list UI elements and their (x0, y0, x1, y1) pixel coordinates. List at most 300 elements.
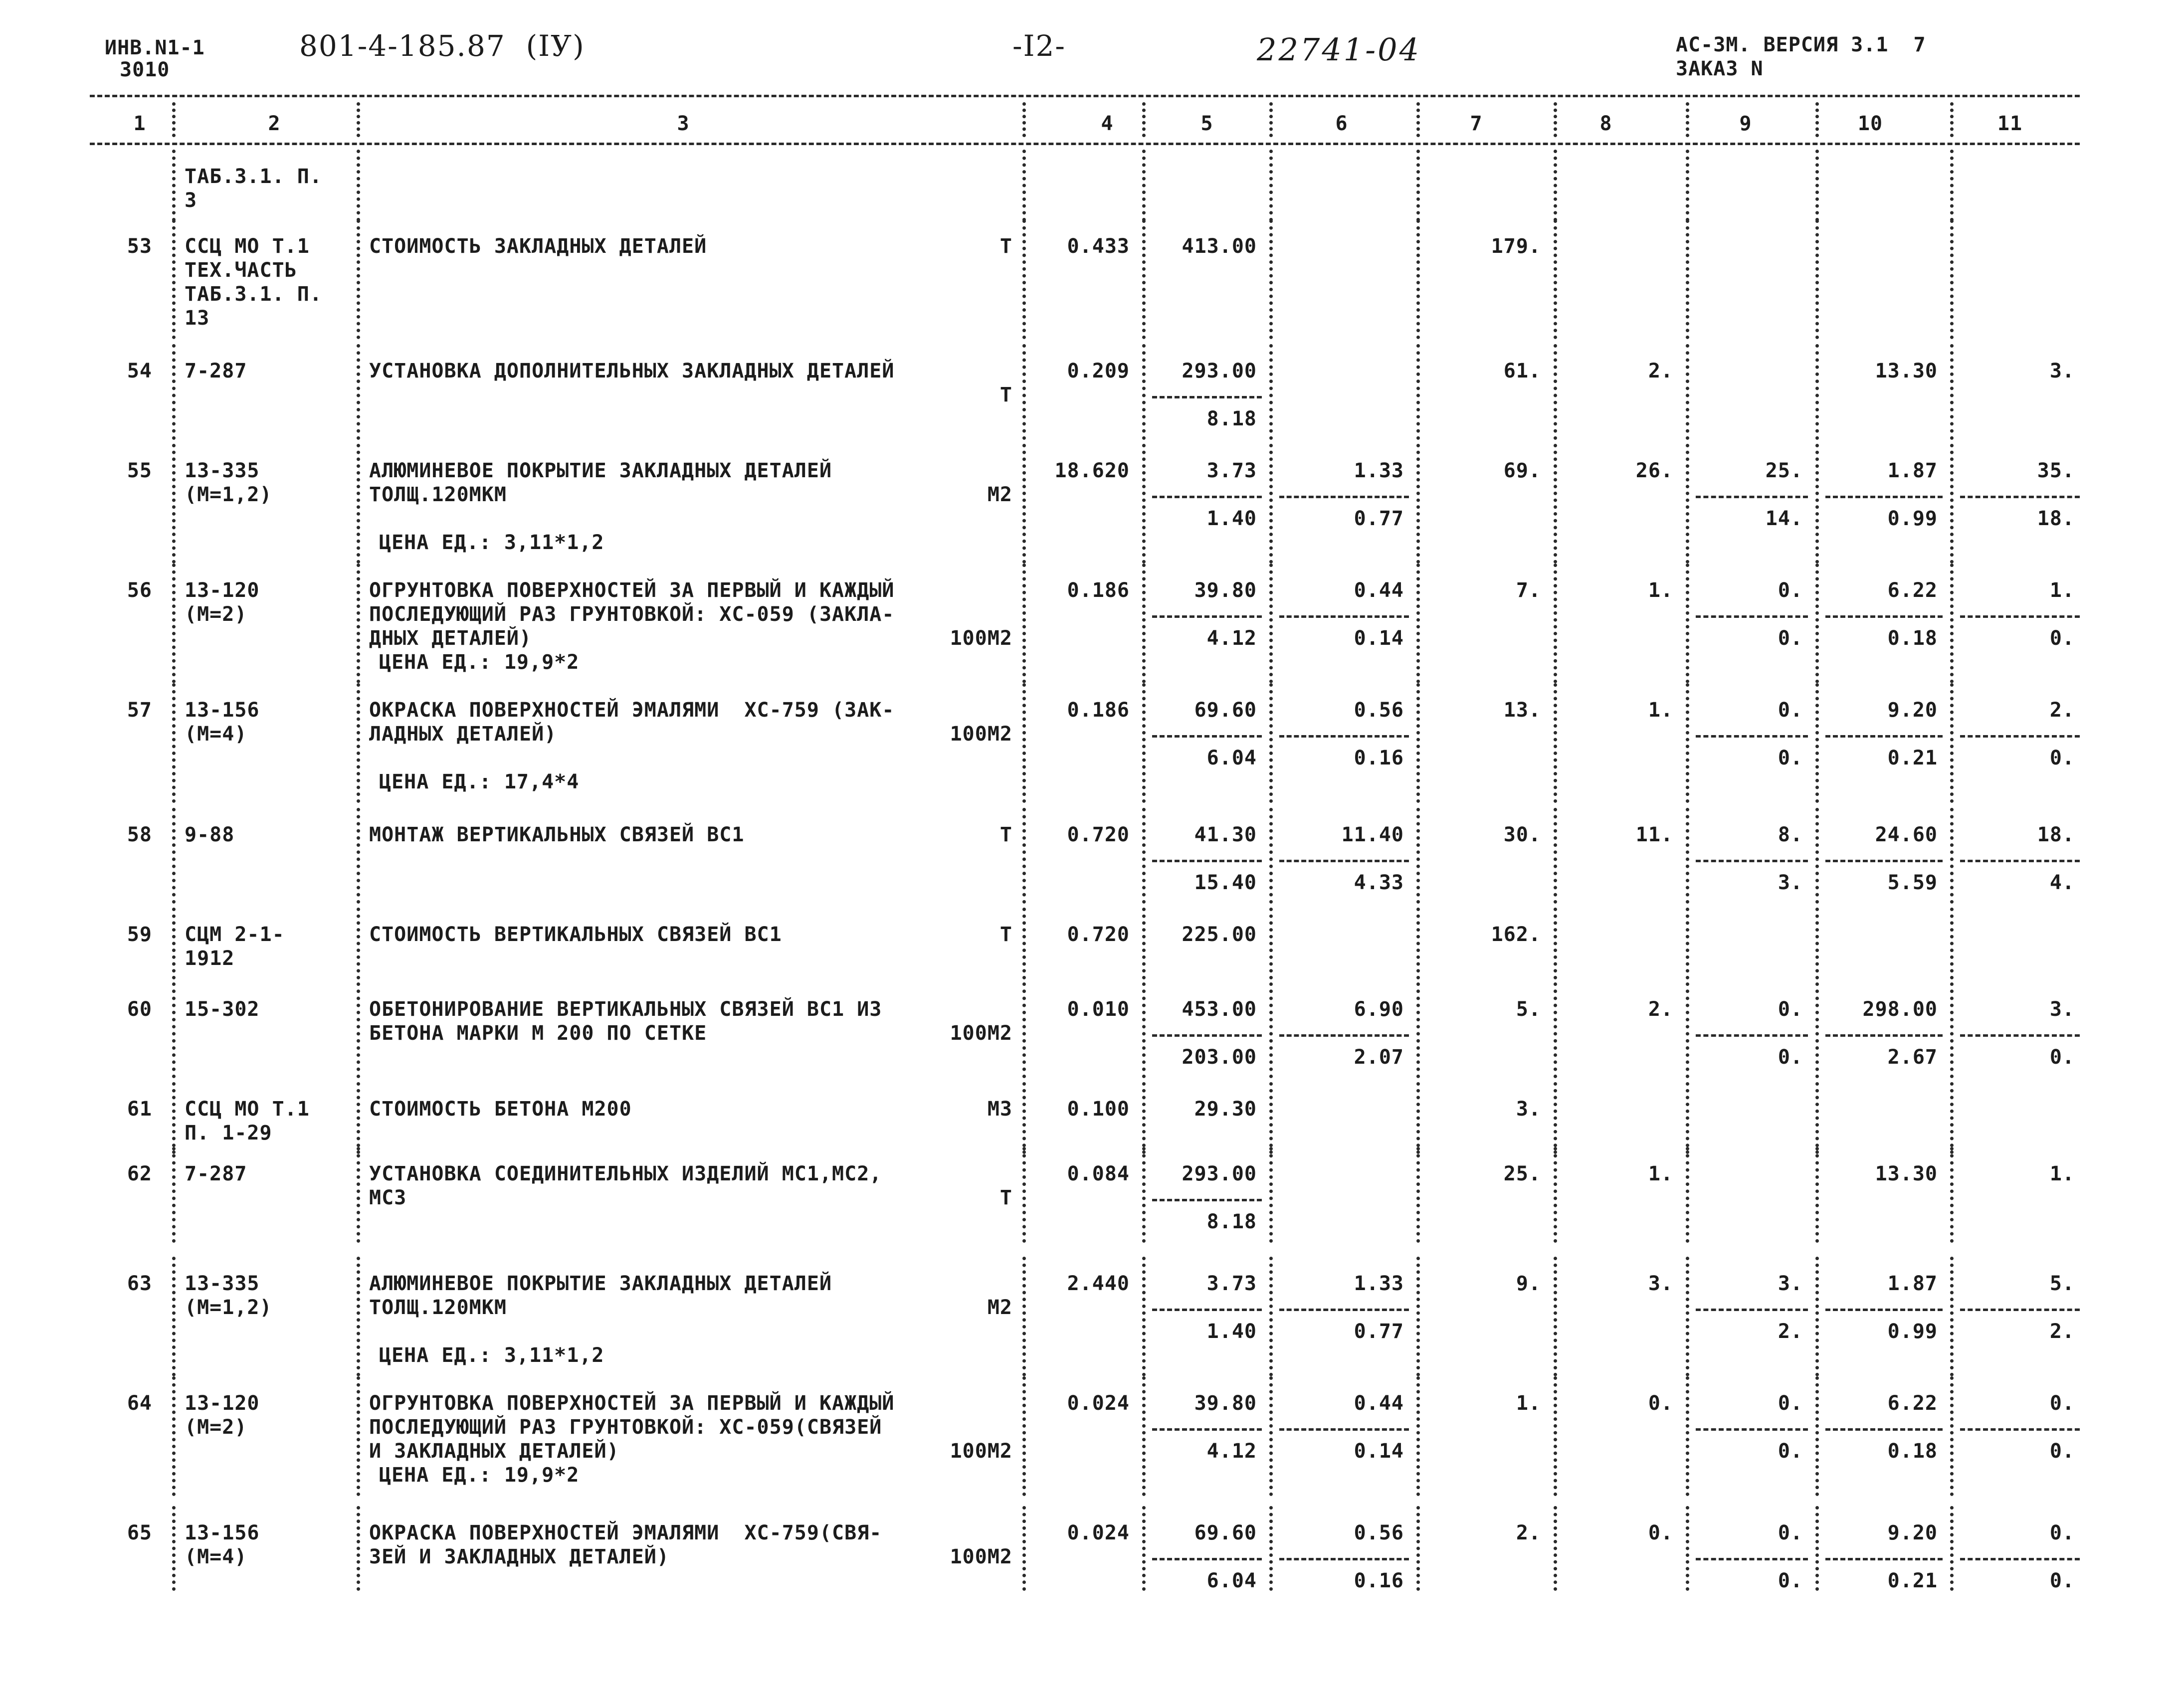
column-header-8: 8 (1599, 112, 1612, 135)
cell-c5: 413.00 (1182, 235, 1257, 258)
cell-c11b: 0. (2049, 1440, 2075, 1463)
row-separator (1686, 1147, 1689, 1243)
row-separator (357, 219, 360, 339)
cell-c5: 293.00 (1182, 360, 1257, 382)
cell-divider (1960, 496, 2080, 498)
row-separator (172, 444, 176, 564)
row-number: 55 (127, 459, 152, 482)
cell-divider (1960, 1309, 2080, 1311)
cell-c7: 162. (1491, 923, 1541, 946)
cell-c7: 2. (1516, 1521, 1541, 1544)
cell-c6: 0.56 (1354, 699, 1404, 722)
cell-c10b: 5.59 (1887, 871, 1938, 894)
row-separator (1686, 444, 1689, 564)
row-separator (1269, 564, 1273, 683)
row-separator (1554, 1082, 1557, 1154)
cell-c8: 1. (1648, 579, 1673, 602)
row-separator (1416, 808, 1420, 904)
unit-price: ЦЕНА ЕД.: 3,11*1,2 (379, 531, 604, 554)
cell-divider (1696, 860, 1808, 862)
row-separator (1269, 908, 1273, 979)
cell-c11b: 4. (2049, 871, 2075, 894)
cell-c11: 5. (2049, 1272, 2075, 1295)
cell-divider (1825, 1558, 1943, 1560)
cell-c6: 0.44 (1354, 1392, 1404, 1415)
cell-divider (1279, 860, 1409, 862)
cell-c6b: 0.14 (1354, 1440, 1404, 1463)
cell-c9: 0. (1778, 1521, 1803, 1544)
cell-c5: 39.80 (1194, 579, 1257, 602)
cell-divider (1279, 1309, 1409, 1311)
cell-c9: 25. (1765, 459, 1803, 482)
row-separator (1416, 1082, 1420, 1154)
cell-c7: 13. (1503, 699, 1541, 722)
cell-c4: 0.084 (1067, 1162, 1130, 1185)
row-unit: 100М2 (950, 723, 1012, 746)
row-code: П. 1-29 (185, 1122, 272, 1144)
cell-c5b: 4.12 (1206, 1440, 1257, 1463)
cell-c5: 69.60 (1194, 699, 1257, 722)
column-header-6: 6 (1335, 112, 1348, 135)
row-separator (1416, 683, 1420, 803)
cell-c11b: 18. (2037, 507, 2075, 530)
cell-c4: 0.024 (1067, 1392, 1130, 1415)
row-separator (1950, 150, 1954, 221)
cell-c5b: 8.18 (1206, 1210, 1257, 1233)
cell-c6b: 2.07 (1354, 1046, 1404, 1069)
row-description: БЕТОНА МАРКИ М 200 ПО СЕТКЕ (369, 1022, 707, 1045)
row-separator (1269, 150, 1273, 221)
cell-divider (1696, 1034, 1808, 1037)
cell-divider (1960, 860, 2080, 862)
row-separator (1142, 344, 1146, 440)
row-code: (М=1,2) (185, 1296, 272, 1319)
cell-divider (1825, 1428, 1943, 1431)
row-number: 58 (127, 823, 152, 846)
cell-c8: 1. (1648, 1162, 1673, 1185)
cell-c5b: 15.40 (1194, 871, 1257, 894)
row-code: 3 (185, 189, 198, 212)
row-number: 54 (127, 360, 152, 382)
row-separator (1950, 1257, 1954, 1376)
cell-c9b: 0. (1778, 627, 1803, 650)
row-description: ОБЕТОНИРОВАНИЕ ВЕРТИКАЛЬНЫХ СВЯЗЕЙ ВС1 ИЗ (369, 998, 882, 1021)
row-description: ТОЛЩ.120МКМ (369, 483, 507, 506)
cell-divider (1152, 735, 1262, 738)
row-separator (172, 683, 176, 803)
cell-c7: 25. (1503, 1162, 1541, 1185)
cell-divider (1696, 496, 1808, 498)
row-description: ПОСЛЕДУЮЩИЙ РАЗ ГРУНТОВКОЙ: ХС-059(СВЯЗЕЙ (369, 1416, 882, 1439)
row-separator (1815, 1376, 1819, 1496)
row-separator (1269, 1376, 1273, 1496)
row-separator (1554, 564, 1557, 683)
row-description: СТОИМОСТЬ ВЕРТИКАЛЬНЫХ СВЯЗЕЙ ВС1 (369, 923, 782, 946)
row-separator (1950, 808, 1954, 904)
row-separator (1022, 564, 1026, 683)
cell-c6: 1.33 (1354, 1272, 1404, 1295)
cell-c11: 3. (2049, 998, 2075, 1021)
row-separator (1142, 219, 1146, 339)
cell-c5: 69.60 (1194, 1521, 1257, 1544)
cell-c6: 6.90 (1354, 998, 1404, 1021)
row-unit: М3 (987, 1098, 1012, 1121)
column-header-11: 11 (1997, 112, 2023, 135)
row-separator (1022, 1376, 1026, 1496)
cell-c5: 39.80 (1194, 1392, 1257, 1415)
cell-c5: 293.00 (1182, 1162, 1257, 1185)
column-separator (1022, 102, 1026, 137)
cell-c5: 29.30 (1194, 1098, 1257, 1121)
cell-c4: 0.433 (1067, 235, 1130, 258)
row-separator (1142, 564, 1146, 683)
cell-c5: 3.73 (1206, 1272, 1257, 1295)
row-separator (357, 1257, 360, 1376)
row-separator (357, 683, 360, 803)
cell-c6b: 4.33 (1354, 871, 1404, 894)
cell-c10: 1.87 (1887, 1272, 1938, 1295)
row-separator (1815, 1506, 1819, 1591)
cell-divider (1825, 735, 1943, 738)
cell-c6: 1.33 (1354, 459, 1404, 482)
cell-c4: 2.440 (1067, 1272, 1130, 1295)
row-separator (1022, 1147, 1026, 1243)
cell-c6b: 0.14 (1354, 627, 1404, 650)
row-code: 7-287 (185, 1162, 247, 1185)
column-separator (357, 102, 360, 137)
row-number: 65 (127, 1521, 152, 1544)
cell-c10: 9.20 (1887, 1521, 1938, 1544)
cell-c8: 3. (1648, 1272, 1673, 1295)
row-separator (1416, 1376, 1420, 1496)
row-separator (1950, 982, 1954, 1078)
row-description: АЛЮМИНЕВОЕ ПОКРЫТИЕ ЗАКЛАДНЫХ ДЕТАЛЕЙ (369, 459, 832, 482)
cell-c10b: 0.18 (1887, 627, 1938, 650)
unit-price: ЦЕНА ЕД.: 3,11*1,2 (379, 1344, 604, 1367)
row-separator (1142, 908, 1146, 979)
row-unit: М2 (987, 1296, 1012, 1319)
row-separator (1815, 564, 1819, 683)
cell-c9b: 0. (1778, 1569, 1803, 1592)
row-separator (1142, 444, 1146, 564)
row-separator (1269, 808, 1273, 904)
row-separator (1815, 808, 1819, 904)
row-separator (1686, 1506, 1689, 1591)
row-separator (1269, 219, 1273, 339)
row-separator (1950, 444, 1954, 564)
row-code: 1912 (185, 947, 235, 970)
row-separator (172, 1147, 176, 1243)
row-separator (1142, 1082, 1146, 1154)
row-separator (357, 150, 360, 221)
cell-divider (1279, 615, 1409, 618)
cell-c7: 9. (1516, 1272, 1541, 1295)
row-unit: Т (999, 1186, 1012, 1209)
cell-c8: 0. (1648, 1392, 1673, 1415)
column-header-3: 3 (677, 112, 690, 135)
cell-divider (1825, 615, 1943, 618)
row-code: ССЦ МО Т.1 (185, 1098, 310, 1121)
cell-c11b: 0. (2049, 747, 2075, 769)
cell-c10b: 0.99 (1887, 1320, 1938, 1343)
cell-c9: 0. (1778, 1392, 1803, 1415)
row-separator (172, 219, 176, 339)
cell-c5b: 4.12 (1206, 627, 1257, 650)
row-separator (1022, 1506, 1026, 1591)
row-separator (1686, 982, 1689, 1078)
cell-c11b: 0. (2049, 627, 2075, 650)
row-separator (357, 1082, 360, 1154)
cell-divider (1279, 1034, 1409, 1037)
cell-divider (1152, 1309, 1262, 1311)
row-separator (1142, 808, 1146, 904)
row-separator (1269, 683, 1273, 803)
page-number: -I2- (1012, 29, 1066, 63)
row-description: УСТАНОВКА ДОПОЛНИТЕЛЬНЫХ ЗАКЛАДНЫХ ДЕТАЛЕЙ (369, 360, 895, 382)
row-unit: Т (999, 383, 1012, 406)
cell-c10b: 0.21 (1887, 1569, 1938, 1592)
cell-divider (1152, 1034, 1262, 1037)
cell-c9b: 3. (1778, 871, 1803, 894)
row-separator (1950, 1147, 1954, 1243)
row-separator (172, 564, 176, 683)
row-separator (1815, 344, 1819, 440)
row-separator (1815, 1082, 1819, 1154)
cell-divider (1825, 1309, 1943, 1311)
cell-c10: 9.20 (1887, 699, 1938, 722)
row-separator (1686, 908, 1689, 979)
cell-c9: 0. (1778, 699, 1803, 722)
cell-c11: 2. (2049, 699, 2075, 722)
row-code: (М=4) (185, 723, 247, 746)
row-separator (172, 1506, 176, 1591)
row-separator (1554, 444, 1557, 564)
row-code: 9-88 (185, 823, 235, 846)
row-separator (1022, 808, 1026, 904)
cell-divider (1152, 396, 1262, 398)
cell-c8: 2. (1648, 360, 1673, 382)
unit-price: ЦЕНА ЕД.: 19,9*2 (379, 1464, 580, 1487)
row-separator (1554, 150, 1557, 221)
row-separator (1815, 444, 1819, 564)
cell-c7: 179. (1491, 235, 1541, 258)
row-code: (М=1,2) (185, 483, 272, 506)
cell-c5: 3.73 (1206, 459, 1257, 482)
row-description: ЗЕЙ И ЗАКЛАДНЫХ ДЕТАЛЕЙ) (369, 1545, 669, 1568)
cell-divider (1960, 735, 2080, 738)
row-separator (1416, 908, 1420, 979)
cell-c4: 0.720 (1067, 823, 1130, 846)
row-separator (1950, 219, 1954, 339)
cell-c9: 0. (1778, 998, 1803, 1021)
cell-c7: 3. (1516, 1098, 1541, 1121)
row-separator (1022, 444, 1026, 564)
column-separator (1416, 102, 1420, 137)
cell-divider (1696, 1309, 1808, 1311)
cell-c5b: 6.04 (1206, 747, 1257, 769)
row-separator (357, 982, 360, 1078)
row-separator (1022, 344, 1026, 440)
program-version: АС-3М. ВЕРСИЯ 3.1 7 (1676, 33, 1926, 56)
column-header-4: 4 (1101, 112, 1114, 135)
row-separator (1022, 683, 1026, 803)
row-separator (1950, 1082, 1954, 1154)
row-separator (1554, 908, 1557, 979)
row-number: 62 (127, 1162, 152, 1185)
cell-divider (1152, 615, 1262, 618)
cell-divider (1152, 496, 1262, 498)
row-separator (1554, 808, 1557, 904)
column-header-1: 1 (133, 112, 146, 135)
row-number: 64 (127, 1392, 152, 1415)
row-number: 57 (127, 699, 152, 722)
row-separator (172, 908, 176, 979)
row-number: 61 (127, 1098, 152, 1121)
row-separator (1554, 1506, 1557, 1591)
row-code: 13-335 (185, 459, 260, 482)
cell-divider (1696, 615, 1808, 618)
row-separator (1022, 1257, 1026, 1376)
cell-c5b: 6.04 (1206, 1569, 1257, 1592)
cell-c7: 69. (1503, 459, 1541, 482)
row-description: ТОЛЩ.120МКМ (369, 1296, 507, 1319)
row-separator (1950, 1376, 1954, 1496)
row-separator (1022, 982, 1026, 1078)
row-description: УСТАНОВКА СОЕДИНИТЕЛЬНЫХ ИЗДЕЛИЙ МС1,МС2, (369, 1162, 882, 1185)
cell-c6: 0.56 (1354, 1521, 1404, 1544)
cell-c6b: 0.77 (1354, 1320, 1404, 1343)
inventory-number: ИНВ.N1-1 (105, 36, 205, 59)
unit-price: ЦЕНА ЕД.: 19,9*2 (379, 651, 580, 674)
project-code: 801-4-185.87 (IУ) (299, 29, 585, 63)
row-separator (1416, 219, 1420, 339)
cell-c11: 0. (2049, 1521, 2075, 1544)
column-header-2: 2 (268, 112, 281, 135)
row-separator (172, 808, 176, 904)
row-separator (1142, 1506, 1146, 1591)
row-separator (1416, 1257, 1420, 1376)
row-separator (1416, 1506, 1420, 1591)
row-unit: Т (999, 923, 1012, 946)
cell-c7: 30. (1503, 823, 1541, 846)
cell-divider (1960, 1428, 2080, 1431)
row-separator (1554, 219, 1557, 339)
cell-c10: 1.87 (1887, 459, 1938, 482)
cell-c10b: 2.67 (1887, 1046, 1938, 1069)
row-separator (172, 1257, 176, 1376)
row-separator (1815, 683, 1819, 803)
cell-c8: 2. (1648, 998, 1673, 1021)
row-code: 7-287 (185, 360, 247, 382)
row-separator (1686, 1082, 1689, 1154)
cell-divider (1152, 1558, 1262, 1560)
cell-c10: 298.00 (1862, 998, 1938, 1021)
cell-c4: 0.010 (1067, 998, 1130, 1021)
cell-divider (1279, 1428, 1409, 1431)
row-separator (1815, 219, 1819, 339)
cell-c4: 0.100 (1067, 1098, 1130, 1121)
row-separator (1686, 683, 1689, 803)
row-description: СТОИМОСТЬ БЕТОНА М200 (369, 1098, 632, 1121)
cell-c6b: 0.77 (1354, 507, 1404, 530)
column-header-5: 5 (1200, 112, 1213, 135)
cell-c9b: 14. (1765, 507, 1803, 530)
cell-c10: 13.30 (1875, 1162, 1938, 1185)
cell-c7: 5. (1516, 998, 1541, 1021)
row-separator (1416, 150, 1420, 221)
column-separator (1269, 102, 1273, 137)
cell-c4: 0.720 (1067, 923, 1130, 946)
row-separator (1554, 683, 1557, 803)
cell-c5b: 1.40 (1206, 1320, 1257, 1343)
cell-c4: 0.024 (1067, 1521, 1130, 1544)
column-separator (1554, 102, 1557, 137)
row-number: 63 (127, 1272, 152, 1295)
row-separator (172, 150, 176, 221)
cell-c5: 225.00 (1182, 923, 1257, 946)
cell-divider (1960, 615, 2080, 618)
cell-c10b: 0.18 (1887, 1440, 1938, 1463)
cell-c11b: 0. (2049, 1569, 2075, 1592)
cell-c8: 26. (1635, 459, 1673, 482)
column-header-10: 10 (1857, 112, 1883, 135)
row-description: МОНТАЖ ВЕРТИКАЛЬНЫХ СВЯЗЕЙ ВС1 (369, 823, 745, 846)
row-description: И ЗАКЛАДНЫХ ДЕТАЛЕЙ) (369, 1440, 619, 1463)
cell-c11: 0. (2049, 1392, 2075, 1415)
column-separator (1142, 102, 1146, 137)
cell-c10: 24.60 (1875, 823, 1938, 846)
row-unit: Т (999, 823, 1012, 846)
row-separator (1269, 982, 1273, 1078)
row-code: ССЦ МО Т.1 (185, 235, 310, 258)
cell-c10: 13.30 (1875, 360, 1938, 382)
row-code: 13-335 (185, 1272, 260, 1295)
row-separator (1142, 1376, 1146, 1496)
row-description: ОКРАСКА ПОВЕРХНОСТЕЙ ЭМАЛЯМИ ХС-759 (ЗАК- (369, 699, 895, 722)
cell-c5: 453.00 (1182, 998, 1257, 1021)
cell-c9: 3. (1778, 1272, 1803, 1295)
cell-c5: 41.30 (1194, 823, 1257, 846)
row-code: (М=2) (185, 603, 247, 626)
row-separator (357, 564, 360, 683)
column-separator (1686, 102, 1689, 137)
row-separator (1554, 344, 1557, 440)
cell-c8: 1. (1648, 699, 1673, 722)
row-separator (1269, 1506, 1273, 1591)
row-separator (1686, 808, 1689, 904)
header-rule-top (90, 95, 2080, 97)
row-description: ЛАДНЫХ ДЕТАЛЕЙ) (369, 723, 557, 746)
cell-c6b: 0.16 (1354, 747, 1404, 769)
row-code: ТЕХ.ЧАСТЬ (185, 259, 297, 282)
cell-c9b: 2. (1778, 1320, 1803, 1343)
cell-divider (1279, 1558, 1409, 1560)
cell-c6: 11.40 (1341, 823, 1404, 846)
row-separator (1022, 1082, 1026, 1154)
row-separator (1815, 982, 1819, 1078)
cell-c10: 6.22 (1887, 579, 1938, 602)
header-rule-bottom (90, 143, 2080, 145)
row-separator (1416, 564, 1420, 683)
row-separator (172, 344, 176, 440)
row-separator (1686, 344, 1689, 440)
row-separator (172, 982, 176, 1078)
row-separator (1950, 683, 1954, 803)
cell-c4: 0.186 (1067, 699, 1130, 722)
cell-divider (1279, 735, 1409, 738)
cell-c8: 0. (1648, 1521, 1673, 1544)
cell-c7: 61. (1503, 360, 1541, 382)
